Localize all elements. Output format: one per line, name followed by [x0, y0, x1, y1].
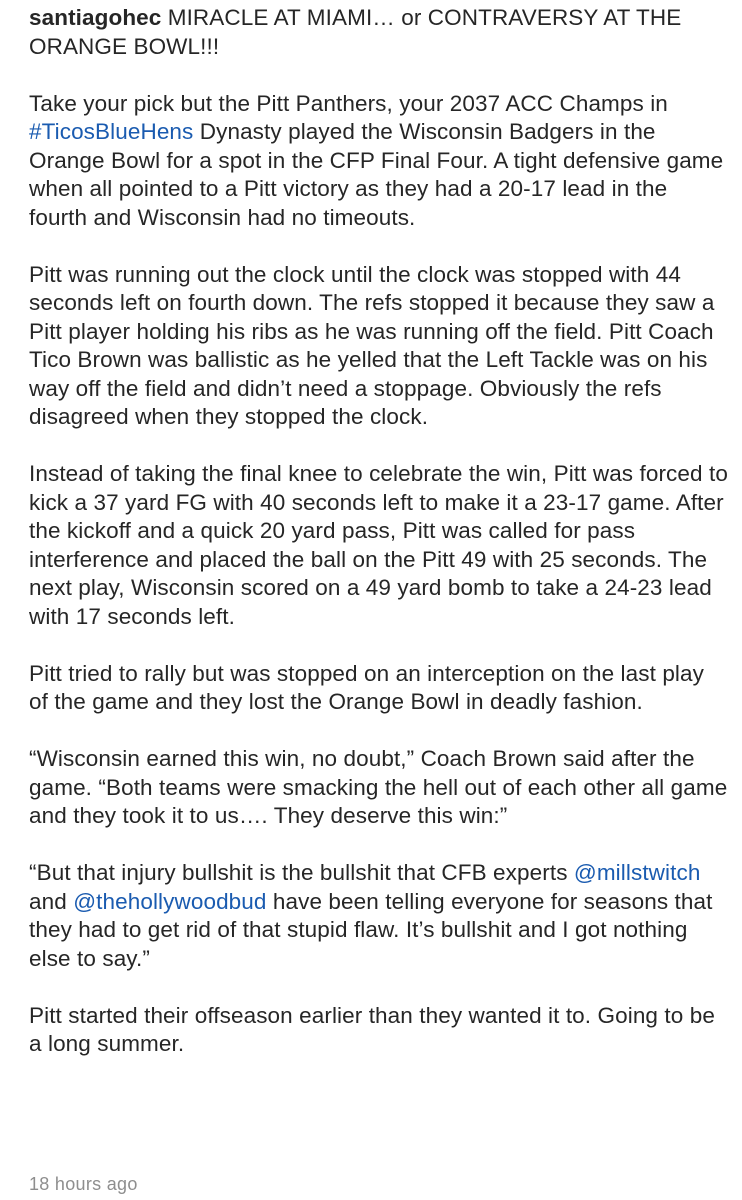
- caption-paragraph-3: Instead of taking the final knee to celebrate the win, Pitt was forced to kick a 37 yard FG with 40 seconds left to make it a 23-17 game. After the kickoff and a quick 20 yard pass, Pitt was called for pass interference and placed the ball on the Pitt 49 with 25 seconds. The next play, Wisconsin scored on a 49 yard bomb to take a 24-23 lead with 17 seconds left.: [29, 461, 728, 629]
- caption-headline: [29, 4, 729, 61]
- caption-paragraph-6: [29, 859, 729, 973]
- mention-link[interactable]: @millstwitch: [573, 860, 701, 885]
- username-link[interactable]: santiagohec: [29, 5, 162, 30]
- caption-paragraph-1: [29, 90, 729, 233]
- post-caption: [29, 4, 729, 1087]
- paragraph-text: have been telling everyone for seasons that they had to get rid of that stupid flaw. It’s bullshit and I got nothing else to say.”: [29, 888, 713, 971]
- caption-paragraph-2: Pitt was running out the clock until the clock was stopped with 44 seconds left on fourth down. The refs stopped it because they saw a Pitt player holding his ribs as he was running off the field. Pitt Coach Tico Brown was ballistic as he yelled that the Left Tackle was on his way off the field and didn’t need a stoppage. Obviously the refs disagreed when they stopped the clock.: [29, 261, 715, 429]
- paragraph-text: “But that injury bullshit is the bullshit that CFB experts: [29, 860, 574, 885]
- post-timestamp[interactable]: 18 hours ago: [29, 1174, 138, 1194]
- paragraph-text: Take your pick but the Pitt Panthers, your 2037 ACC Champs in: [29, 90, 668, 116]
- paragraph-text: Dynasty played the Wisconsin Badgers in the Orange Bowl for a spot in the CFP Final Four. A tight defensive game when all pointed to a Pitt victory as they had a 20-17 lead in the fourth and Wisconsin had no timeouts.: [29, 119, 724, 230]
- mention-link[interactable]: @thehollywoodbud: [73, 888, 267, 914]
- hashtag-link[interactable]: #TicosBlueHens: [29, 119, 194, 144]
- headline-text: MIRACLE AT MIAMI… or CONTRAVERSY AT THE ORANGE BOWL!!!: [29, 5, 682, 59]
- caption-paragraph-4: Pitt tried to rally but was stopped on an interception on the last play of the game and they lost the Orange Bowl in deadly fashion.: [29, 660, 704, 714]
- caption-paragraph-5: “Wisconsin earned this win, no doubt,” Coach Brown said after the game. “Both teams were smacking the hell out of each other all game and they took it to us…. They deserve this win:”: [29, 746, 728, 828]
- paragraph-text: and: [29, 888, 74, 914]
- caption-paragraph-7: Pitt started their offseason earlier than they wanted it to. Going to be a long summer.: [29, 1002, 715, 1056]
